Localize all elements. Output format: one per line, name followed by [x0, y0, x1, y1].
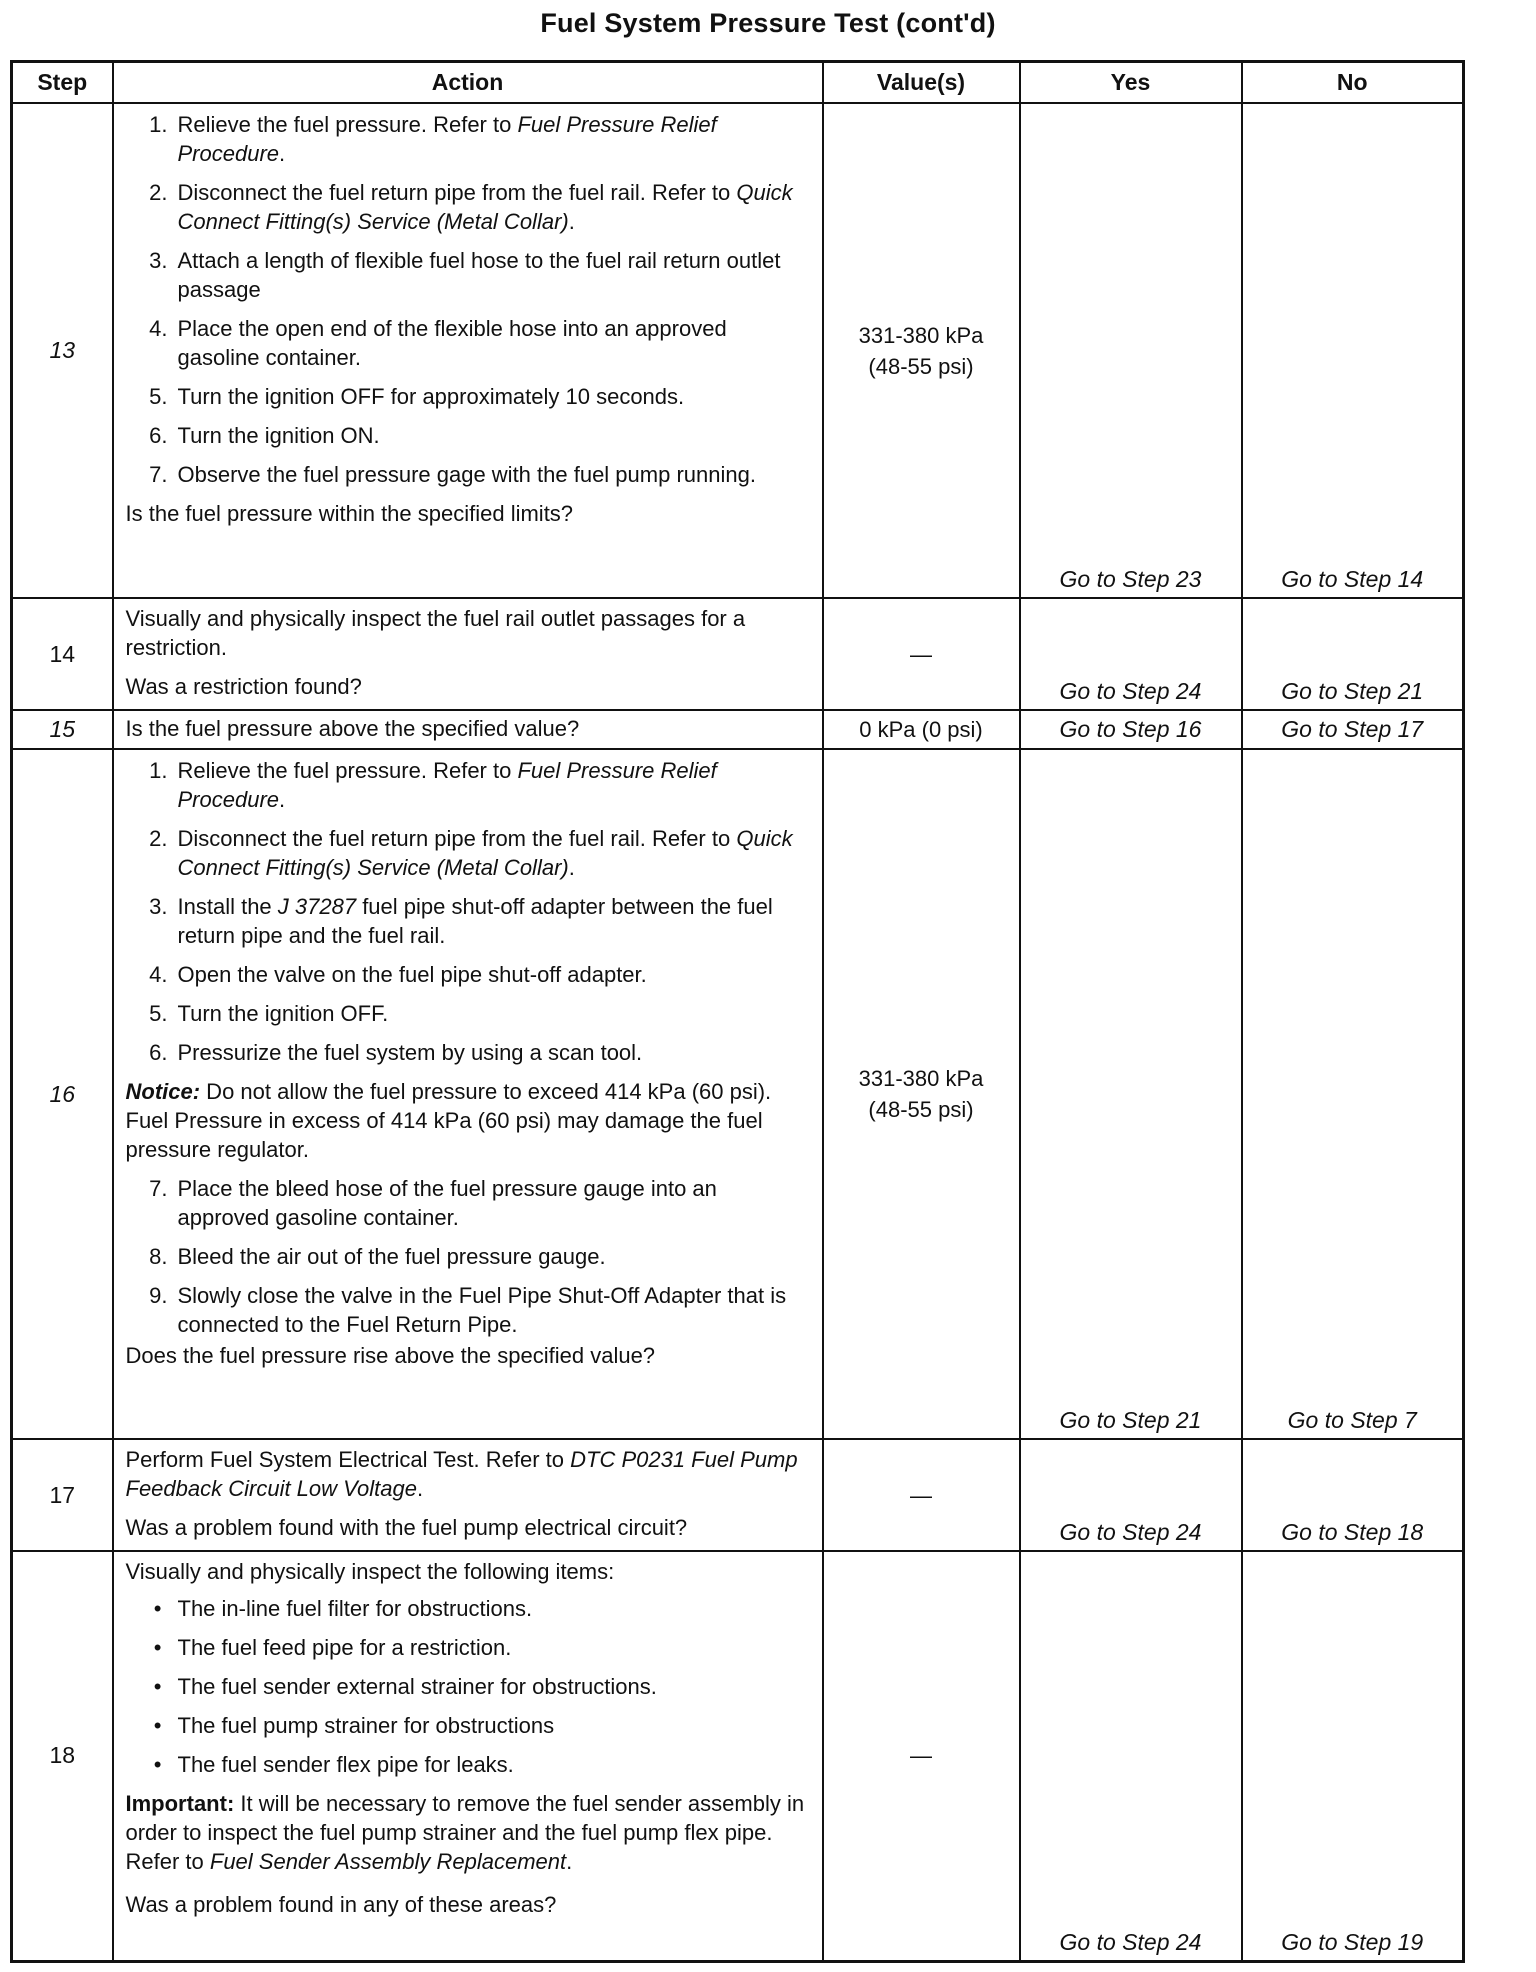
- yes-cell: Go to Step 24: [1020, 598, 1242, 710]
- page-title: Fuel System Pressure Test (cont'd): [540, 8, 996, 38]
- question: Was a restriction found?: [125, 674, 362, 699]
- notice-label: Notice:: [125, 1079, 201, 1104]
- numbered-list: [126, 756, 814, 1067]
- list-item: 2. Disconnect the fuel return pipe from the fuel rail. Refer to Quick Connect Fitting(s) Service (Metal Collar).: [149, 826, 793, 880]
- question: Was a problem found in any of these areas?: [125, 1892, 557, 1917]
- important-note: Important: It will be necessary to remove the fuel sender assembly in order to inspect the fuel pump strainer and the fuel pump flex pipe. Refer to Fuel Sender Assembly Replacement.: [125, 1791, 805, 1874]
- procedure-table: [10, 60, 1465, 1963]
- action-cell: Visually and physically inspect the fuel rail outlet passages for a restriction. Was a restriction found?: [113, 598, 823, 710]
- table-row: [12, 1551, 1464, 1961]
- reference-link: Quick Connect Fitting(s) Service (Metal Collar): [177, 826, 793, 880]
- reference-link: DTC P0231 Fuel Pump Feedback Circuit Low Voltage: [125, 1447, 798, 1501]
- list-item: 4. Place the open end of the flexible hose into an approved gasoline container.: [149, 316, 727, 370]
- list-item: 2. Disconnect the fuel return pipe from the fuel rail. Refer to Quick Connect Fitting(s) Service (Metal Collar).: [149, 180, 793, 234]
- list-item: • The fuel feed pipe for a restriction.: [153, 1635, 512, 1660]
- list-item: 7. Observe the fuel pressure gage with the fuel pump running.: [149, 462, 756, 487]
- list-item: 8. Bleed the air out of the fuel pressure gauge.: [149, 1244, 606, 1269]
- action-cell: [113, 710, 823, 749]
- table-row: [12, 749, 1464, 1439]
- question: Does the fuel pressure rise above the specified value?: [125, 1343, 656, 1368]
- table-row: [12, 103, 1464, 598]
- yes-cell: Go to Step 24: [1020, 1551, 1242, 1961]
- list-item: 6. Turn the ignition ON.: [149, 423, 380, 448]
- header-action: Action: [113, 62, 823, 104]
- header-values: Value(s): [823, 62, 1020, 104]
- header-yes: Yes: [1020, 62, 1242, 104]
- tool-reference: J 37287: [277, 894, 357, 919]
- reference-link: Quick Connect Fitting(s) Service (Metal Collar): [177, 180, 793, 234]
- step-number: 17: [12, 1439, 113, 1551]
- yes-cell: Go to Step 21: [1020, 749, 1242, 1439]
- no-cell: Go to Step 17: [1242, 710, 1464, 749]
- table-row: [12, 710, 1464, 749]
- value-cell: 0 kPa (0 psi): [823, 710, 1020, 749]
- step-number: 13: [12, 103, 113, 598]
- action-cell: Perform Fuel System Electrical Test. Refer to DTC P0231 Fuel Pump Feedback Circuit Low Voltage. Was a problem found with the fuel pump electrical circuit?: [113, 1439, 823, 1551]
- list-item: • The fuel pump strainer for obstructions: [153, 1713, 555, 1738]
- header-step: Step: [12, 62, 113, 104]
- list-item: • The fuel sender external strainer for obstructions.: [153, 1674, 657, 1699]
- numbered-list: [126, 110, 814, 489]
- action-cell: [113, 749, 823, 1439]
- header-no: No: [1242, 62, 1464, 104]
- value-cell: 331-380 kPa (48-55 psi): [823, 749, 1020, 1439]
- bullet-list: [126, 1594, 814, 1779]
- list-item: • The fuel sender flex pipe for leaks.: [153, 1752, 514, 1777]
- important-label: Important:: [125, 1791, 235, 1816]
- list-item: 5. Turn the ignition OFF for approximately 10 seconds.: [149, 384, 685, 409]
- table-row: [12, 598, 1464, 710]
- yes-cell: Go to Step 16: [1020, 710, 1242, 749]
- step-number: 15: [12, 710, 113, 749]
- yes-cell: Go to Step 24: [1020, 1439, 1242, 1551]
- list-item: 1. Relieve the fuel pressure. Refer to Fuel Pressure Relief Procedure.: [149, 112, 717, 166]
- question: Is the fuel pressure above the specified value?: [125, 716, 580, 741]
- list-item: 3. Attach a length of flexible fuel hose to the fuel rail return outlet passage: [149, 248, 781, 302]
- value-cell: 331-380 kPa (48-55 psi): [823, 103, 1020, 598]
- value-cell: —: [823, 1551, 1020, 1961]
- list-item: 9. Slowly close the valve in the Fuel Pipe Shut-Off Adapter that is connected to the Fuel Return Pipe.: [149, 1283, 787, 1337]
- action-cell: Visually and physically inspect the following items: • The in-line fuel filter for obstructions. • The fuel feed pipe for a restriction. • The fuel sender external strainer for obstructions. • The fuel pump strainer for obstructions • The fuel sender flex pipe for leaks. Important: It will be necessary to remove the fuel sender assembly in order to inspect the fuel pump strainer and the fuel pump flex pipe. Refer to Fuel Sender Assembly Replacement. Was a problem found in any of these areas?: [113, 1551, 823, 1961]
- question: Is the fuel pressure within the specified limits?: [125, 501, 574, 526]
- no-cell: Go to Step 7: [1242, 749, 1464, 1439]
- no-cell: Go to Step 18: [1242, 1439, 1464, 1551]
- list-item: 7. Place the bleed hose of the fuel pressure gauge into an approved gasoline container.: [149, 1176, 717, 1230]
- list-item: 3. Install the J 37287 fuel pipe shut-off adapter between the fuel return pipe and the fuel rail.: [149, 894, 773, 948]
- no-cell: Go to Step 21: [1242, 598, 1464, 710]
- list-item: 1. Relieve the fuel pressure. Refer to Fuel Pressure Relief Procedure.: [149, 758, 717, 812]
- step-number: 18: [12, 1551, 113, 1961]
- question: Was a problem found with the fuel pump electrical circuit?: [125, 1515, 688, 1540]
- list-item: 6. Pressurize the fuel system by using a scan tool.: [149, 1040, 643, 1065]
- list-item: 5. Turn the ignition OFF.: [149, 1001, 389, 1026]
- yes-cell: Go to Step 23: [1020, 103, 1242, 598]
- no-cell: Go to Step 14: [1242, 103, 1464, 598]
- reference-link: Fuel Pressure Relief Procedure: [177, 758, 717, 812]
- notice: Notice: Do not allow the fuel pressure to exceed 414 kPa (60 psi). Fuel Pressure in excess of 414 kPa (60 psi) may damage the fuel pressure regulator.: [125, 1079, 772, 1162]
- reference-link: Fuel Sender Assembly Replacement: [209, 1849, 567, 1874]
- numbered-list: [126, 1174, 814, 1339]
- value-cell: —: [823, 598, 1020, 710]
- table-row: [12, 1439, 1464, 1551]
- reference-link: Fuel Pressure Relief Procedure: [177, 112, 717, 166]
- no-cell: Go to Step 19: [1242, 1551, 1464, 1961]
- step-number: 14: [12, 598, 113, 710]
- header-row: [12, 62, 1464, 104]
- action-cell: [113, 103, 823, 598]
- list-item: • The in-line fuel filter for obstructions.: [153, 1596, 533, 1621]
- step-number: 16: [12, 749, 113, 1439]
- list-item: 4. Open the valve on the fuel pipe shut-off adapter.: [149, 962, 647, 987]
- value-cell: —: [823, 1439, 1020, 1551]
